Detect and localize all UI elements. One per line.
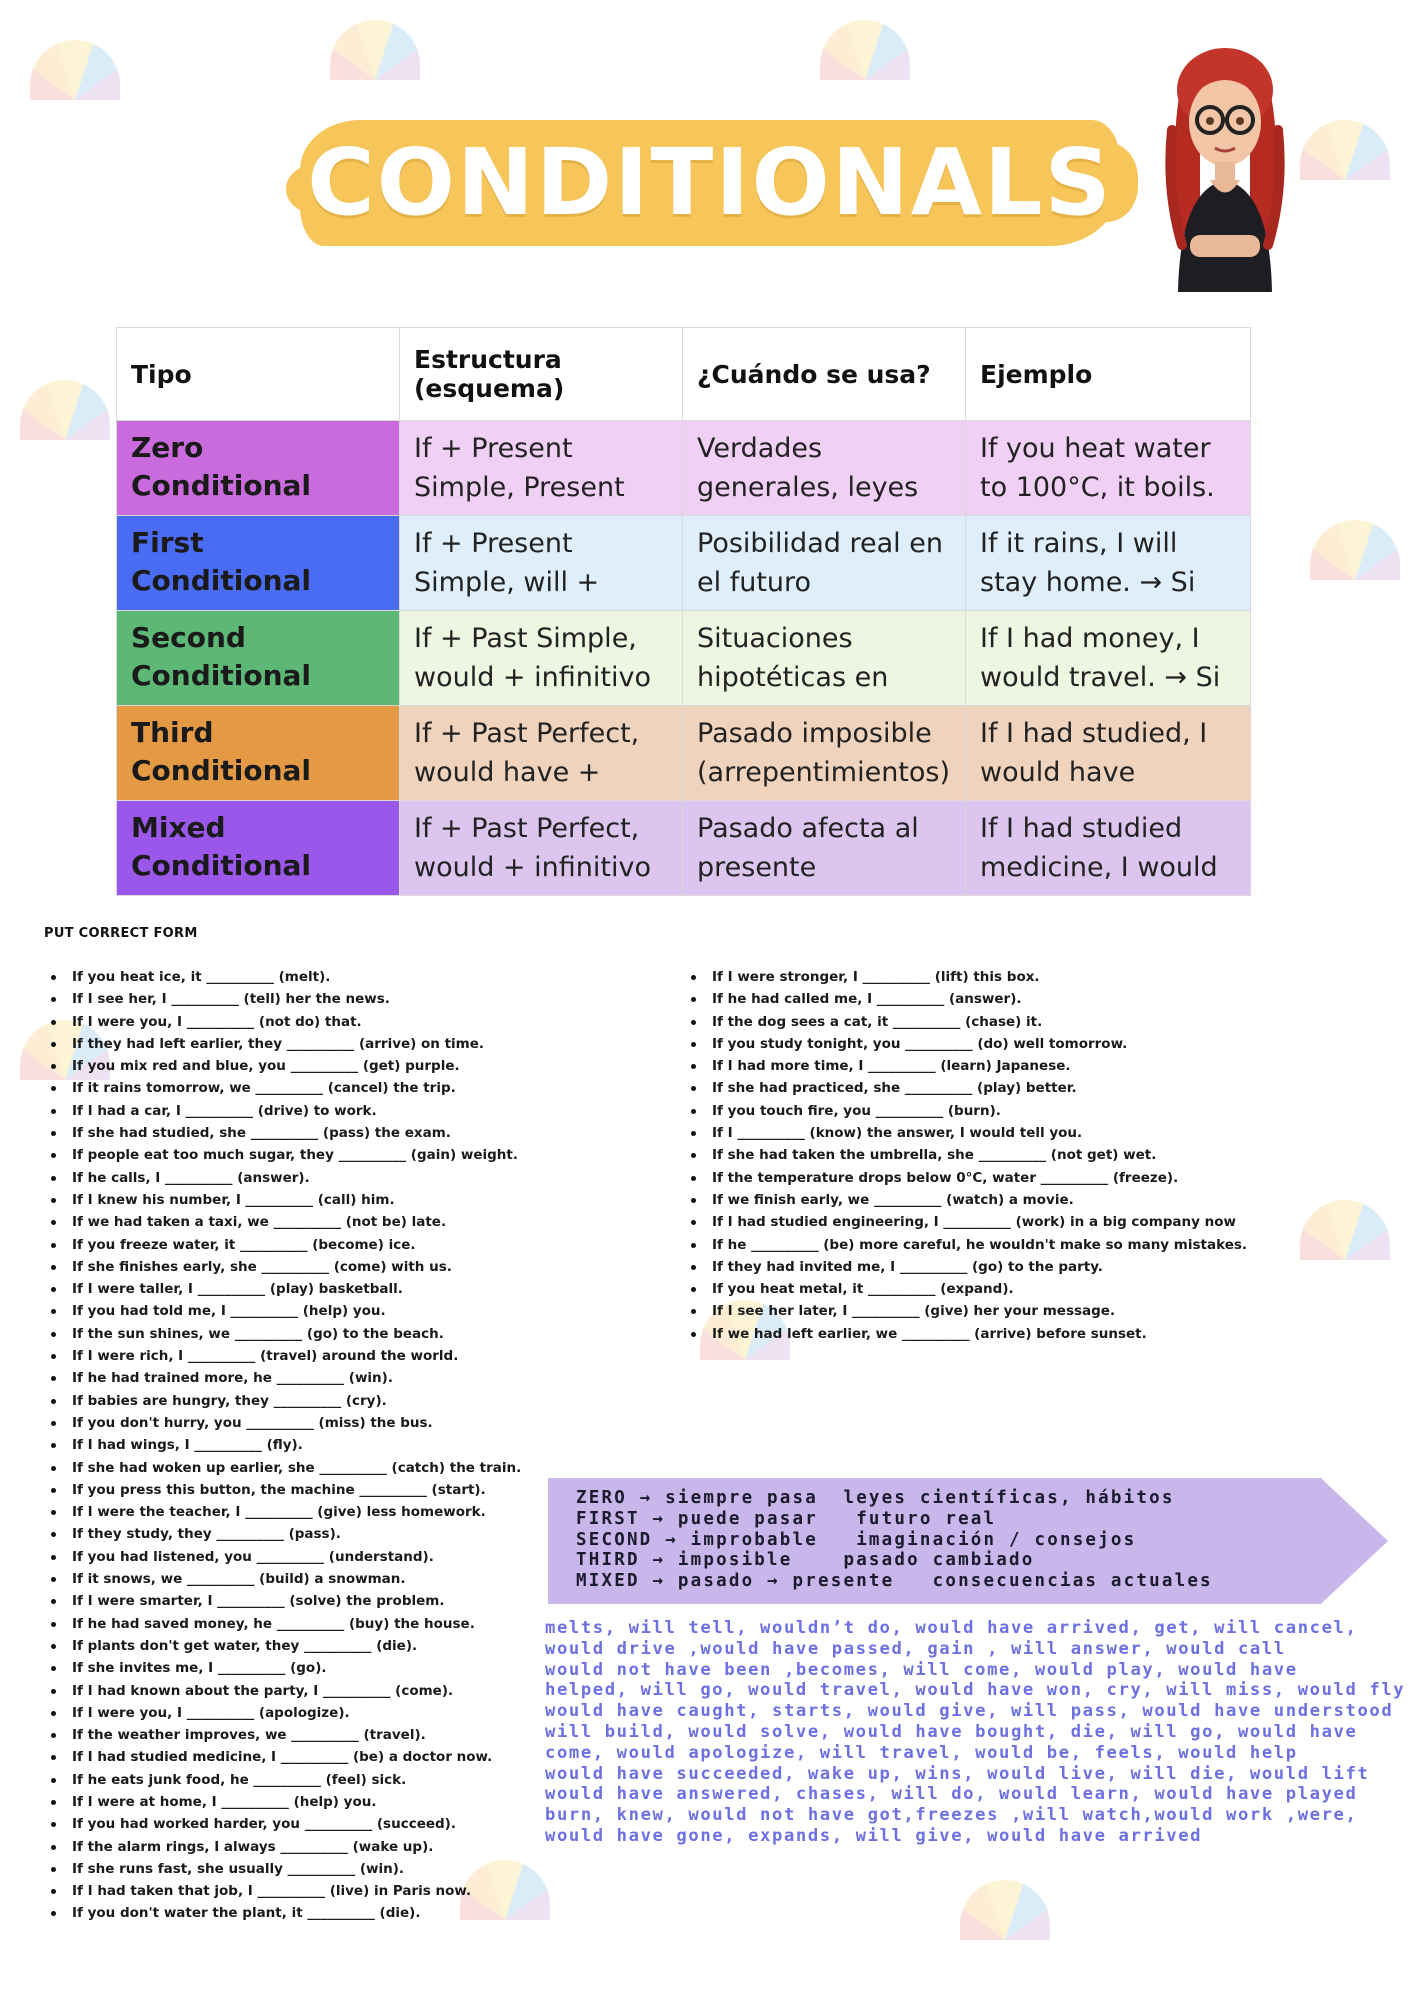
exercise-item: If she runs fast, she usually __________ (win). [44, 1858, 521, 1880]
table-header-row [117, 328, 1251, 421]
exercise-item: If I had wings, I __________ (fly). [44, 1434, 521, 1456]
exercise-item: If I __________ (know) the answer, I would tell you. [684, 1122, 1247, 1144]
exercise-item: If the sun shines, we __________ (go) to the beach. [44, 1323, 521, 1345]
exercise-item: If they had left earlier, they __________ (arrive) on time. [44, 1033, 521, 1055]
word-bank-line: would drive ,would have passed, gain , will answer, would call [545, 1638, 1286, 1659]
table-row-third [117, 706, 1251, 801]
table-row-mixed [117, 801, 1251, 896]
cell-estructura: If + Past Perfect, would have + [400, 706, 683, 801]
exercise-item: If I were the teacher, I __________ (give) less homework. [44, 1501, 521, 1523]
exercise-item: If she had woken up earlier, she __________ (catch) the train. [44, 1457, 521, 1479]
watermark-logo [1310, 520, 1400, 580]
word-bank-line: will build, would solve, would have bought, die, will go, would have [545, 1721, 1358, 1742]
table-row-first [117, 516, 1251, 611]
exercise-item: If it rains tomorrow, we __________ (cancel) the trip. [44, 1077, 521, 1099]
cell-tipo: Second Conditional [117, 611, 400, 706]
exercise-item: If I had known about the party, I __________ (come). [44, 1680, 521, 1702]
exercise-item: If you had told me, I __________ (help) you. [44, 1300, 521, 1322]
exercise-item: If I had a car, I __________ (drive) to work. [44, 1100, 521, 1122]
cell-ejemplo: If I had studied, I would have [966, 706, 1251, 801]
exercise-item: If he __________ (be) more careful, he wouldn't make so many mistakes. [684, 1234, 1247, 1256]
word-bank-line: would have caught, starts, would give, will pass, would have understood [545, 1701, 1394, 1722]
watermark-logo [1300, 120, 1390, 180]
exercise-item: If we finish early, we __________ (watch) a movie. [684, 1189, 1247, 1211]
word-bank-line: would have gone, expands, will give, would have arrived [545, 1825, 1203, 1846]
cell-cuando: Situaciones hipotéticas en [683, 611, 966, 706]
exercise-item: If babies are hungry, they __________ (cry). [44, 1390, 521, 1412]
cell-ejemplo: If it rains, I will stay home. → Si [966, 516, 1251, 611]
exercise-item: If you touch fire, you __________ (burn). [684, 1100, 1247, 1122]
word-bank-line: helped, will go, would travel, would have won, cry, will miss, would fly [545, 1680, 1406, 1701]
summary-line: THIRD → imposible pasado cambiado [576, 1550, 1035, 1571]
cell-tipo: Third Conditional [117, 706, 400, 801]
exercise-item: If you press this button, the machine __________ (start). [44, 1479, 521, 1501]
watermark-logo [820, 20, 910, 80]
exercise-item: If the dog sees a cat, it __________ (chase) it. [684, 1011, 1247, 1033]
exercise-item: If I were smarter, I __________ (solve) the problem. [44, 1590, 521, 1612]
exercise-item: If it snows, we __________ (build) a snowman. [44, 1568, 521, 1590]
exercise-item: If I had studied engineering, I __________ (work) in a big company now [684, 1211, 1247, 1233]
exercise-item: If I had more time, I __________ (learn) Japanese. [684, 1055, 1247, 1077]
summary-line: FIRST → puede pasar futuro real [576, 1508, 997, 1529]
exercise-item: If I were you, I __________ (not do) that. [44, 1011, 521, 1033]
exercise-item: If I see her, I __________ (tell) her the news. [44, 988, 521, 1010]
watermark-logo [960, 1880, 1050, 1940]
exercise-item: If the alarm rings, I always __________ (wake up). [44, 1836, 521, 1858]
exercise-item: If she had studied, she __________ (pass) the exam. [44, 1122, 521, 1144]
exercise-list-right [684, 966, 1247, 1345]
header-tipo: Tipo [117, 328, 400, 421]
watermark-logo [20, 380, 110, 440]
exercise-item: If we had left earlier, we __________ (arrive) before sunset. [684, 1323, 1247, 1345]
summary-line: ZERO → siempre pasa leyes científicas, hábitos [576, 1488, 1175, 1508]
exercise-item: If I had studied medicine, I __________ (be) a doctor now. [44, 1746, 521, 1768]
exercise-item: If you don't water the plant, it __________ (die). [44, 1902, 521, 1924]
summary-arrow [548, 1478, 1388, 1604]
word-bank-line: come, would apologize, will travel, would be, feels, would help [545, 1742, 1298, 1763]
exercise-item: If they had invited me, I __________ (go) to the party. [684, 1256, 1247, 1278]
word-bank-line: melts, will tell, wouldn’t do, would have arrived, get, will cancel, [545, 1618, 1358, 1638]
cell-tipo: First Conditional [117, 516, 400, 611]
cell-cuando: Pasado imposible (arrepentimientos) [683, 706, 966, 801]
summary-line: SECOND → improbable imaginación / consejos [576, 1529, 1137, 1550]
watermark-logo [1300, 1200, 1390, 1260]
conditionals-table [116, 327, 1251, 896]
page-title: CONDITIONALS [307, 129, 1113, 236]
teacher-avatar [1160, 30, 1290, 292]
summary-line: MIXED → pasado → presente consecuencias actuales [576, 1571, 1213, 1592]
watermark-logo [30, 40, 120, 100]
exercise-item: If I were rich, I __________ (travel) around the world. [44, 1345, 521, 1367]
header-estructura: Estructura (esquema) [400, 328, 683, 421]
watermark-logo [330, 20, 420, 80]
cell-cuando: Posibilidad real en el futuro [683, 516, 966, 611]
header-ejemplo: Ejemplo [966, 328, 1251, 421]
cell-ejemplo: If I had money, I would travel. → Si [966, 611, 1251, 706]
exercise-item: If you heat metal, it __________ (expand). [684, 1278, 1247, 1300]
exercise-item: If she had taken the umbrella, she __________ (not get) wet. [684, 1144, 1247, 1166]
exercise-item: If you don't hurry, you __________ (miss) the bus. [44, 1412, 521, 1434]
table-row-second [117, 611, 1251, 706]
exercise-list-left [44, 966, 521, 1925]
exercise-item: If he had trained more, he __________ (win). [44, 1367, 521, 1389]
exercise-item: If we had taken a taxi, we __________ (not be) late. [44, 1211, 521, 1233]
exercise-item: If the weather improves, we __________ (travel). [44, 1724, 521, 1746]
cell-estructura: If + Past Simple, would + infinitivo [400, 611, 683, 706]
exercise-item: If I were stronger, I __________ (lift) this box. [684, 966, 1247, 988]
exercise-item: If you heat ice, it __________ (melt). [44, 966, 521, 988]
exercise-item: If she finishes early, she __________ (come) with us. [44, 1256, 521, 1278]
exercise-item: If he eats junk food, he __________ (feel) sick. [44, 1769, 521, 1791]
word-bank-line: would have answered, chases, will do, would learn, would have played [545, 1784, 1358, 1805]
exercise-item: If I were at home, I __________ (help) you. [44, 1791, 521, 1813]
exercise-heading: PUT CORRECT FORM [44, 926, 198, 941]
cell-tipo: Mixed Conditional [117, 801, 400, 896]
cell-estructura: If + Present Simple, Present [400, 421, 683, 516]
exercise-item: If you had worked harder, you __________ (succeed). [44, 1813, 521, 1835]
cell-estructura: If + Past Perfect, would + infinitivo [400, 801, 683, 896]
cell-ejemplo: If you heat water to 100°C, it boils. [966, 421, 1251, 516]
summary-lines [576, 1488, 1213, 1592]
exercise-item: If he had saved money, he __________ (buy) the house. [44, 1613, 521, 1635]
exercise-item: If I were taller, I __________ (play) basketball. [44, 1278, 521, 1300]
table-row-zero [117, 421, 1251, 516]
exercise-item: If he calls, I __________ (answer). [44, 1167, 521, 1189]
title-banner [300, 112, 1120, 254]
exercise-item: If he had called me, I __________ (answer). [684, 988, 1247, 1010]
header-cuando: ¿Cuándo se usa? [683, 328, 966, 421]
cell-ejemplo: If I had studied medicine, I would [966, 801, 1251, 896]
word-bank-line: burn, knew, would not have got,freezes ,will watch,would work ,were, [545, 1805, 1358, 1826]
exercise-item: If I had taken that job, I __________ (live) in Paris now. [44, 1880, 521, 1902]
cell-tipo: Zero Conditional [117, 421, 400, 516]
word-bank-line: would not have been ,becomes, will come, would play, would have [545, 1659, 1298, 1680]
exercise-item: If I were you, I __________ (apologize). [44, 1702, 521, 1724]
exercise-item: If they study, they __________ (pass). [44, 1523, 521, 1545]
exercise-item: If you mix red and blue, you __________ (get) purple. [44, 1055, 521, 1077]
exercise-item: If you study tonight, you __________ (do) well tomorrow. [684, 1033, 1247, 1055]
word-bank-line: would have succeeded, wake up, wins, would live, will die, would lift [545, 1763, 1370, 1784]
exercise-item: If you freeze water, it __________ (become) ice. [44, 1234, 521, 1256]
exercise-item: If you had listened, you __________ (understand). [44, 1546, 521, 1568]
exercise-item: If she invites me, I __________ (go). [44, 1657, 521, 1679]
word-bank [545, 1618, 1406, 1847]
exercise-item: If the temperature drops below 0°C, water __________ (freeze). [684, 1167, 1247, 1189]
exercise-item: If I see her later, I __________ (give) her your message. [684, 1300, 1247, 1322]
exercise-item: If plants don't get water, they __________ (die). [44, 1635, 521, 1657]
cell-cuando: Verdades generales, leyes [683, 421, 966, 516]
exercise-item: If people eat too much sugar, they __________ (gain) weight. [44, 1144, 521, 1166]
cell-estructura: If + Present Simple, will + [400, 516, 683, 611]
exercise-item: If she had practiced, she __________ (play) better. [684, 1077, 1247, 1099]
cell-cuando: Pasado afecta al presente [683, 801, 966, 896]
exercise-item: If I knew his number, I __________ (call) him. [44, 1189, 521, 1211]
